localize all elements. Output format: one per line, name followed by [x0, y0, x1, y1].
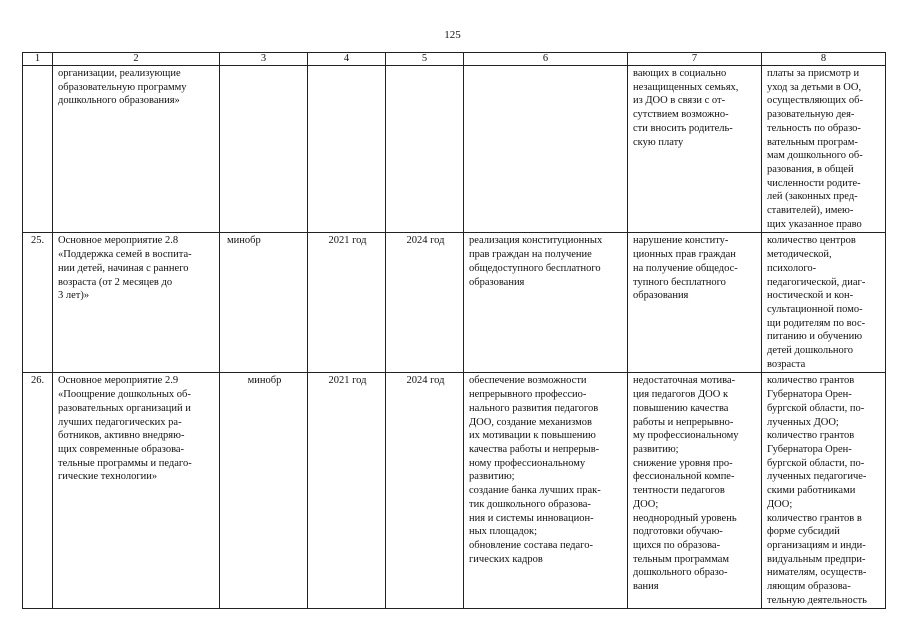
text-line: гические технологии»: [58, 471, 158, 483]
text-line: ДОО;: [633, 498, 659, 510]
text-line: численности родите-: [767, 177, 861, 189]
header-cell: 1: [23, 53, 53, 66]
text-line: детей дошкольного: [767, 345, 854, 357]
text-line: количество грантов: [767, 375, 855, 387]
text-line: скими работниками: [767, 485, 856, 497]
text-line: вающих в социально: [633, 68, 727, 79]
text-line: разования, в общей: [767, 163, 854, 175]
text-line: нарушение конститу-: [633, 235, 729, 247]
text-line: реализация конституционных: [469, 235, 603, 247]
text-line: тельную деятельность: [767, 594, 867, 606]
text-line: развитию;: [469, 471, 515, 483]
header-cell: 2: [53, 53, 220, 66]
text-line: общедоступного бесплатного: [469, 262, 601, 274]
text-line: педагогической, диаг-: [767, 276, 866, 288]
start-cell: [308, 66, 386, 233]
text-line: осуществляющих об-: [767, 95, 863, 107]
text-line: тик дошкольного образова-: [469, 498, 591, 510]
header-cell: 6: [464, 53, 628, 66]
header-cell: 7: [628, 53, 762, 66]
text-line: обеспечение возможности: [469, 375, 587, 387]
text-line: сутствием возможно-: [633, 109, 729, 121]
header-cell: 4: [308, 53, 386, 66]
text-line: повышению качества: [633, 402, 729, 414]
text-line: фессиональной компе-: [633, 471, 735, 483]
text-line: разовательную дея-: [767, 109, 855, 121]
text-line: прав граждан на получение: [469, 249, 592, 261]
text-line: нального развития педагогов: [469, 402, 599, 414]
text-line: их мотивации к повышению: [469, 430, 596, 442]
text-line: тельным программам: [633, 553, 730, 565]
text-line: ному профессиональному: [469, 457, 586, 469]
text-line: бургской области, по-: [767, 457, 865, 469]
consequence-cell: [628, 66, 762, 233]
text-line: лучших педагогических ра-: [58, 416, 182, 428]
text-line: щи родителям по вос-: [767, 317, 866, 329]
text-line: форме субсидий: [767, 526, 840, 538]
text-line: мам дошкольного об-: [767, 150, 863, 162]
text-line: вания: [633, 581, 659, 593]
text-line: Губернатора Орен-: [767, 443, 852, 455]
text-line: методической,: [767, 249, 832, 261]
text-line: ностической и кон-: [767, 290, 854, 302]
text-line: организации, реализующие: [58, 68, 181, 79]
start-cell: 2021 год: [308, 373, 386, 609]
text-line: нии детей, начиная с раннего: [58, 262, 189, 274]
text-line: подготовки обучаю-: [633, 526, 723, 538]
number-cell: [23, 66, 53, 233]
text-line: непрерывного профессио-: [469, 389, 587, 401]
text-line: дошкольного образо-: [633, 567, 728, 579]
text-line: образования: [633, 290, 689, 302]
text-line: щихся по образова-: [633, 539, 721, 551]
text-line: из ДОО в связи с от-: [633, 95, 726, 107]
text-line: тельность по образо-: [767, 122, 861, 134]
executor-cell: минобр: [220, 233, 308, 373]
end-cell: 2024 год: [386, 233, 464, 373]
text-line: лученных ДОО;: [767, 416, 839, 428]
text-line: лученных педагогиче-: [767, 471, 867, 483]
text-line: обновление состава педаго-: [469, 539, 593, 551]
text-line: ботников, активно внедряю-: [58, 430, 185, 442]
text-line: Основное мероприятие 2.8: [58, 235, 179, 247]
text-line: возраста: [767, 358, 806, 370]
indicator-cell: [762, 66, 886, 233]
text-line: Губернатора Орен-: [767, 389, 852, 401]
consequence-cell: [628, 373, 762, 609]
table-row: [23, 373, 886, 609]
text-line: незащищенных семьях,: [633, 81, 739, 93]
text-line: Основное мероприятие 2.9: [58, 375, 179, 387]
text-line: тупного бесплатного: [633, 276, 726, 288]
text-line: ных площадок;: [469, 526, 538, 538]
text-line: бургской области, по-: [767, 402, 865, 414]
text-line: количество грантов в: [767, 512, 862, 524]
result-cell: [464, 233, 628, 373]
text-line: тентности педагогов: [633, 485, 725, 497]
text-line: количество грантов: [767, 430, 855, 442]
text-line: возраста (от 2 месяцев до: [58, 276, 173, 288]
text-line: ДОО;: [767, 498, 793, 510]
text-line: образования: [469, 276, 525, 288]
text-line: ставителей), имею-: [767, 205, 854, 217]
text-line: гических кадров: [469, 553, 543, 565]
executor-cell: [220, 66, 308, 233]
header-row: [23, 53, 886, 66]
text-line: лей (законных пред-: [767, 191, 858, 203]
consequence-cell: [628, 233, 762, 373]
text-line: работы и непрерывно-: [633, 416, 734, 428]
text-line: уход за детьми в ОО,: [767, 81, 862, 93]
continuation-row: [23, 66, 886, 233]
text-line: вательным програм-: [767, 136, 858, 148]
page-number: 125: [444, 29, 461, 41]
text-line: разовательных организаций и: [58, 402, 191, 414]
text-line: ния и системы инновацион-: [469, 512, 594, 524]
text-line: создание банка лучших прак-: [469, 485, 601, 497]
text-line: психолого-: [767, 262, 817, 274]
text-line: тельные программы и педаго-: [58, 457, 192, 469]
text-line: сти вносить родитель-: [633, 122, 733, 134]
text-line: дошкольного образования»: [58, 95, 180, 107]
text-line: снижение уровня про-: [633, 457, 733, 469]
text-line: нимателям, осуществ-: [767, 567, 867, 579]
row-number: 26.: [23, 373, 53, 609]
text-line: количество центров: [767, 235, 856, 247]
text-line: щих современные образова-: [58, 443, 185, 455]
text-line: скую плату: [633, 136, 684, 148]
text-line: неоднородный уровень: [633, 512, 737, 524]
text-line: организациям и инди-: [767, 539, 866, 551]
text-line: ционных прав граждан: [633, 249, 736, 261]
text-line: недостаточная мотива-: [633, 375, 736, 387]
indicator-cell: [762, 233, 886, 373]
text-line: му профессиональному: [633, 430, 739, 442]
text-line: платы за присмотр и: [767, 68, 860, 79]
activity-cell: [53, 66, 220, 233]
result-cell: [464, 373, 628, 609]
text-line: «Поощрение дошкольных об-: [58, 389, 191, 401]
executor-cell: минобр: [220, 373, 308, 609]
activity-cell: [53, 373, 220, 609]
text-line: 3 лет)»: [58, 290, 90, 302]
text-line: ляющим образова-: [767, 581, 851, 593]
text-line: «Поддержка семей в воспита-: [58, 249, 192, 261]
result-cell: [464, 66, 628, 233]
text-line: образовательную программу: [58, 81, 187, 93]
start-cell: 2021 год: [308, 233, 386, 373]
text-line: щих указанное право: [767, 218, 862, 230]
text-line: развитию;: [633, 443, 679, 455]
text-line: качества работы и непрерыв-: [469, 443, 600, 455]
row-number: 25.: [23, 233, 53, 373]
header-cell: 5: [386, 53, 464, 66]
table-row: [23, 233, 886, 373]
end-cell: [386, 66, 464, 233]
header-cell: 8: [762, 53, 886, 66]
text-line: питанию и обучению: [767, 331, 863, 343]
header-cell: 3: [220, 53, 308, 66]
text-line: ДОО, создание механизмов: [469, 416, 593, 428]
text-line: на получение общедос-: [633, 262, 738, 274]
end-cell: 2024 год: [386, 373, 464, 609]
text-line: видуальным предпри-: [767, 553, 866, 565]
text-line: ция педагогов ДОО к: [633, 389, 729, 401]
activities-table: [22, 52, 886, 609]
indicator-cell: [762, 373, 886, 609]
text-line: сультационной помо-: [767, 303, 863, 315]
activity-cell: [53, 233, 220, 373]
